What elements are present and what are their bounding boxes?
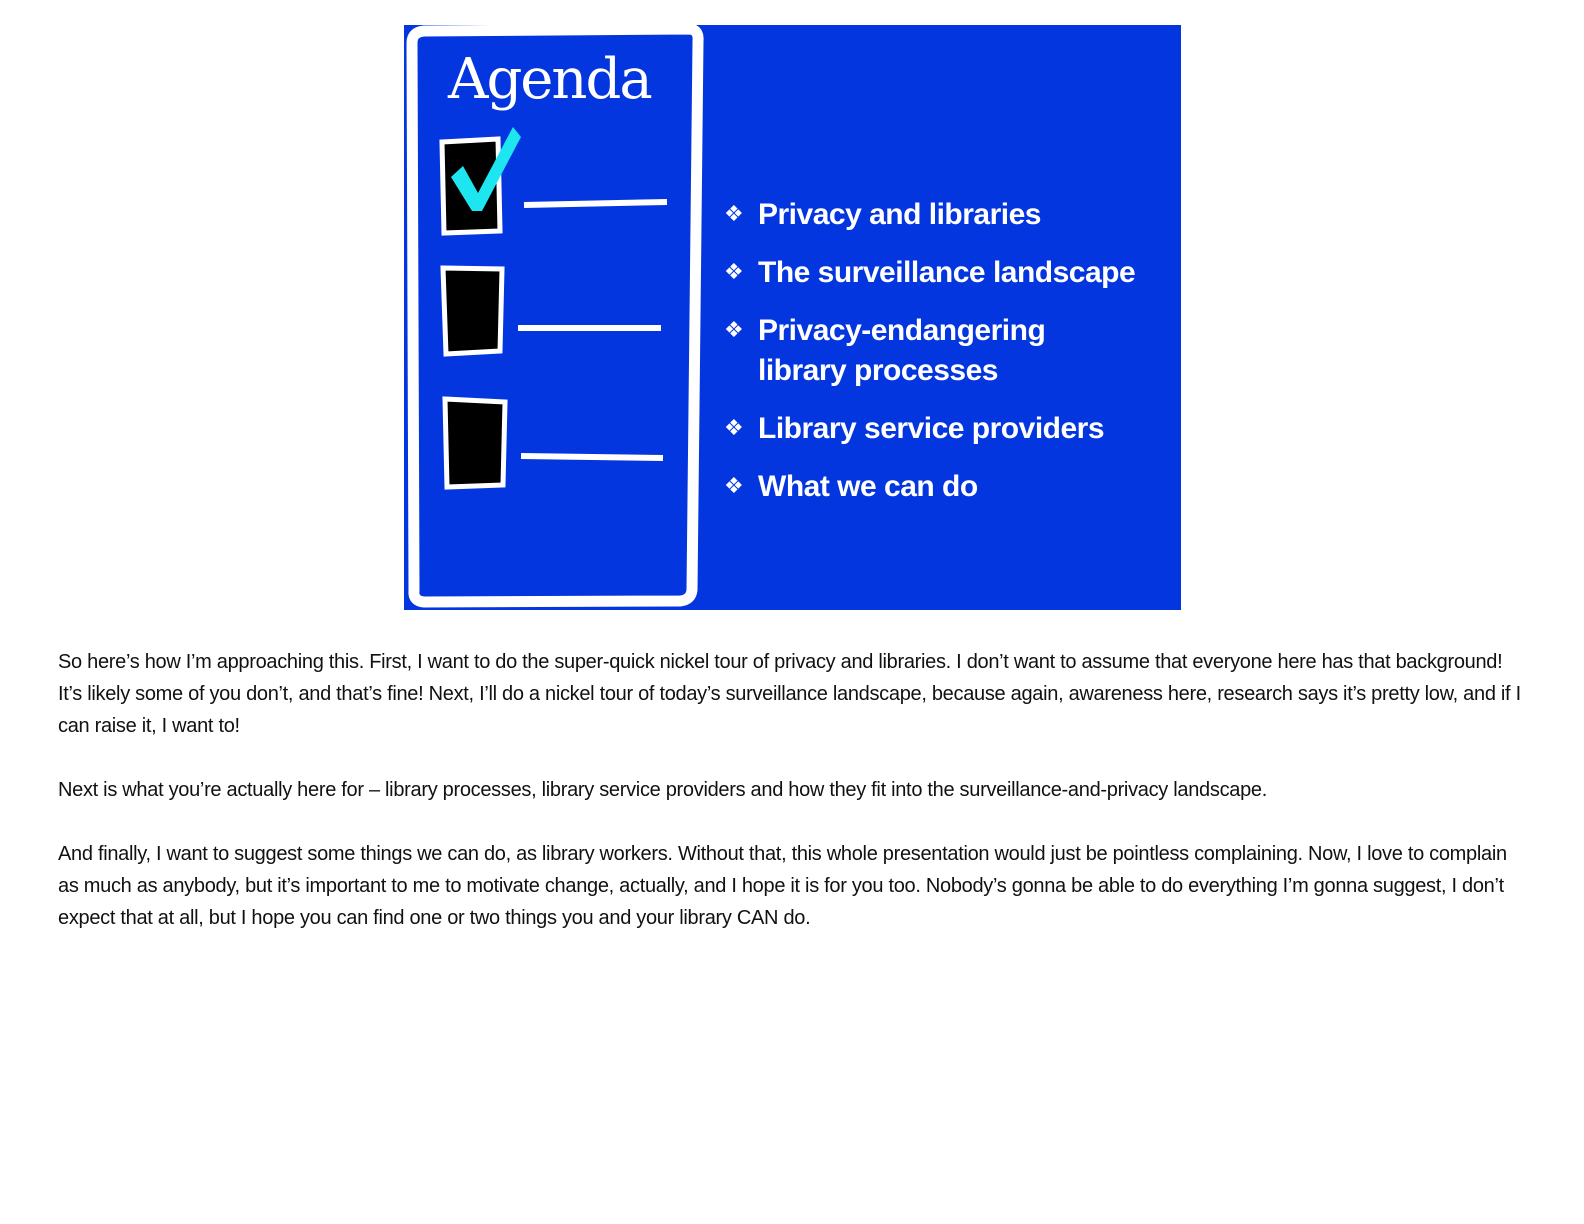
checkbox-1-checked: [442, 127, 521, 233]
agenda-item: [724, 409, 1148, 449]
checkbox-3: [445, 399, 505, 487]
agenda-slide: [404, 25, 1181, 610]
agenda-item-label: Library service providers: [758, 412, 1105, 445]
notes-paragraph: And finally, I want to suggest some things we can do, as library workers. Without that, this whole presentation would just be pointless complaining. Now, I love to complain as much as anybody, but it’s important to me to motivate change, actually, and I hope it is for you too. Nobody’s gonna be able to do everything I’m gonna suggest, I don’t expect that at all, but I hope you can find one or two things you and your library CAN do.: [58, 843, 1507, 929]
diamond-bullet-icon: ❖: [724, 260, 744, 285]
agenda-list: [724, 195, 1148, 525]
diamond-bullet-icon: ❖: [724, 416, 744, 441]
agenda-item-label: What we can do: [758, 470, 978, 503]
notes-paragraph: Next is what you’re actually here for – library processes, library service providers and how they fit into the surveillance-and-privacy landscape.: [58, 779, 1267, 801]
speaker-notes: [58, 646, 1528, 966]
diamond-bullet-icon: ❖: [724, 202, 744, 227]
diamond-bullet-icon: ❖: [724, 474, 744, 499]
checkbox-3-line: [521, 456, 663, 458]
checkbox-1-line: [524, 202, 667, 205]
agenda-item-label: The surveillance landscape: [758, 256, 1136, 289]
agenda-item: [724, 467, 1148, 507]
checkbox-2: [443, 268, 502, 354]
slide-title: Agenda: [448, 47, 651, 112]
diamond-bullet-icon: ❖: [724, 318, 744, 343]
agenda-item-label: Privacy and libraries: [758, 198, 1041, 231]
agenda-item: [724, 311, 1148, 391]
notes-paragraph: So here’s how I’m approaching this. First, I want to do the super-quick nickel tour of privacy and libraries. I don’t want to assume that everyone here has that background! It’s likely some of you don’t, and that’s fine! Next, I’ll do a nickel tour of today’s surveillance landscape, because again, awareness here, research says it’s pretty low, and if I can raise it, I want to!: [58, 651, 1521, 737]
agenda-item-label: Privacy-endangering library processes: [758, 314, 1046, 387]
agenda-item: [724, 195, 1148, 235]
agenda-item: [724, 253, 1148, 293]
